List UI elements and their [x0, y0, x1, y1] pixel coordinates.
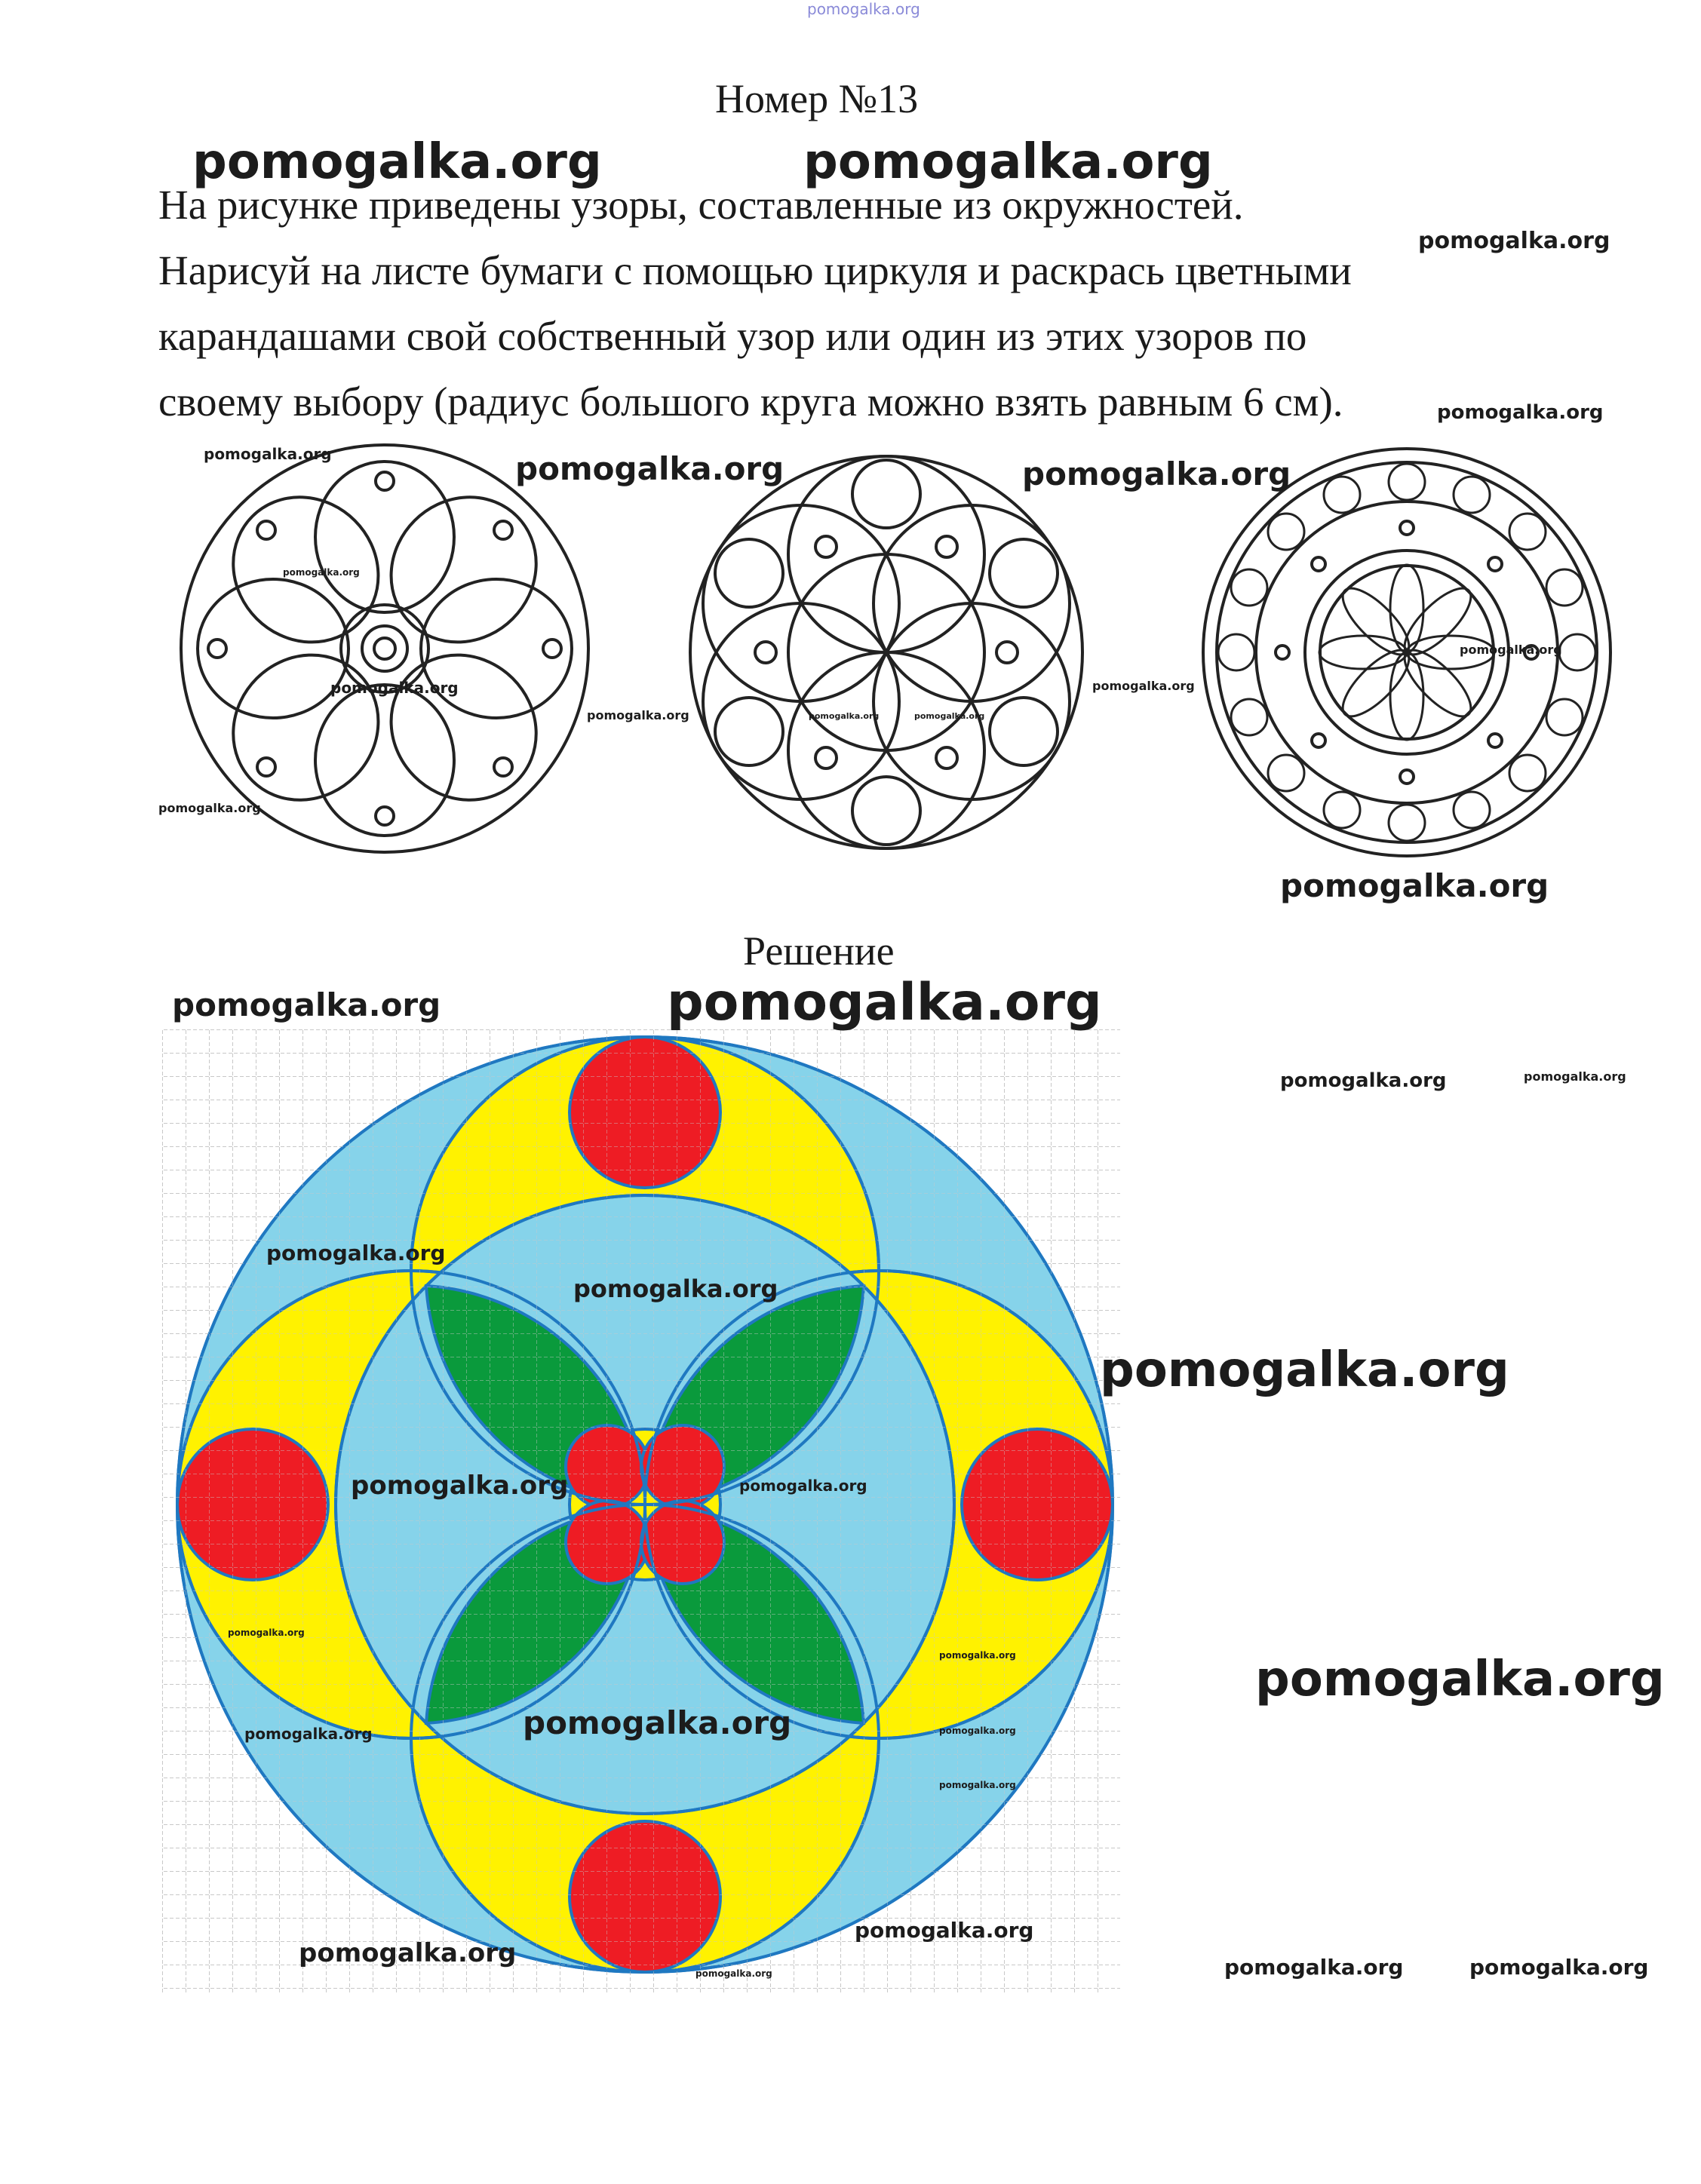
- watermark: pomogalka.org: [939, 1780, 1016, 1790]
- watermark: pomogalka.org: [939, 1650, 1016, 1661]
- watermark: pomogalka.org: [667, 973, 1102, 1032]
- task-line-1: На рисунке приведены узоры, составленные из окружностей.: [158, 182, 1244, 228]
- watermark: pomogalka.org: [283, 567, 360, 578]
- watermark: pomogalka.org: [1100, 1342, 1509, 1398]
- watermark: pomogalka.org: [803, 134, 1213, 190]
- watermark: pomogalka.org: [192, 134, 602, 190]
- watermark: pomogalka.org: [1022, 456, 1291, 492]
- watermark: pomogalka.org: [244, 1725, 373, 1743]
- watermark: pomogalka.org: [158, 801, 261, 815]
- watermark: pomogalka.org: [695, 1968, 772, 1979]
- top-watermark: pomogalka.org: [807, 0, 920, 18]
- watermark: pomogalka.org: [1460, 643, 1562, 657]
- watermark: pomogalka.org: [228, 1627, 305, 1638]
- watermark: pomogalka.org: [739, 1477, 867, 1495]
- watermark: pomogalka.org: [204, 445, 332, 463]
- solution-drawing: [162, 1029, 1120, 1995]
- watermark: pomogalka.org: [515, 450, 784, 487]
- solution-title: Решение: [743, 928, 895, 974]
- task-line-4: своему выбору (радиус большого круга можно взять равным 6 см).: [158, 379, 1343, 425]
- watermark: pomogalka.org: [1280, 1069, 1447, 1092]
- watermark: pomogalka.org: [266, 1241, 446, 1265]
- watermark: pomogalka.org: [1255, 1652, 1665, 1707]
- pattern-examples: [0, 437, 1701, 890]
- watermark: pomogalka.org: [573, 1275, 778, 1303]
- watermark: pomogalka.org: [1280, 867, 1549, 904]
- watermark: pomogalka.org: [855, 1918, 1034, 1943]
- watermark: pomogalka.org: [351, 1471, 569, 1501]
- mandala-1: [181, 445, 588, 852]
- watermark: pomogalka.org: [939, 1725, 1016, 1736]
- task-title: Номер №13: [715, 76, 919, 121]
- watermark: pomogalka.org: [1437, 401, 1604, 424]
- watermark: pomogalka.org: [1524, 1069, 1626, 1084]
- watermark: pomogalka.org: [1469, 1955, 1649, 1980]
- watermark: pomogalka.org: [1418, 228, 1610, 254]
- watermark: pomogalka.org: [587, 708, 689, 722]
- watermark: pomogalka.org: [914, 711, 985, 721]
- watermark: pomogalka.org: [1092, 679, 1195, 693]
- mandala-2: [690, 456, 1082, 848]
- task-line-3: карандашами свой собственный узор или один из этих узоров по: [158, 313, 1307, 359]
- watermark: pomogalka.org: [172, 986, 441, 1023]
- watermark: pomogalka.org: [299, 1938, 517, 1968]
- watermark: pomogalka.org: [809, 711, 880, 721]
- watermark: pomogalka.org: [330, 679, 459, 697]
- task-text: [158, 172, 1554, 434]
- task-line-2: Нарисуй на листе бумаги с помощью циркуля и раскрась цветными: [158, 247, 1352, 293]
- watermark: pomogalka.org: [1224, 1955, 1404, 1980]
- watermark: pomogalka.org: [523, 1704, 792, 1741]
